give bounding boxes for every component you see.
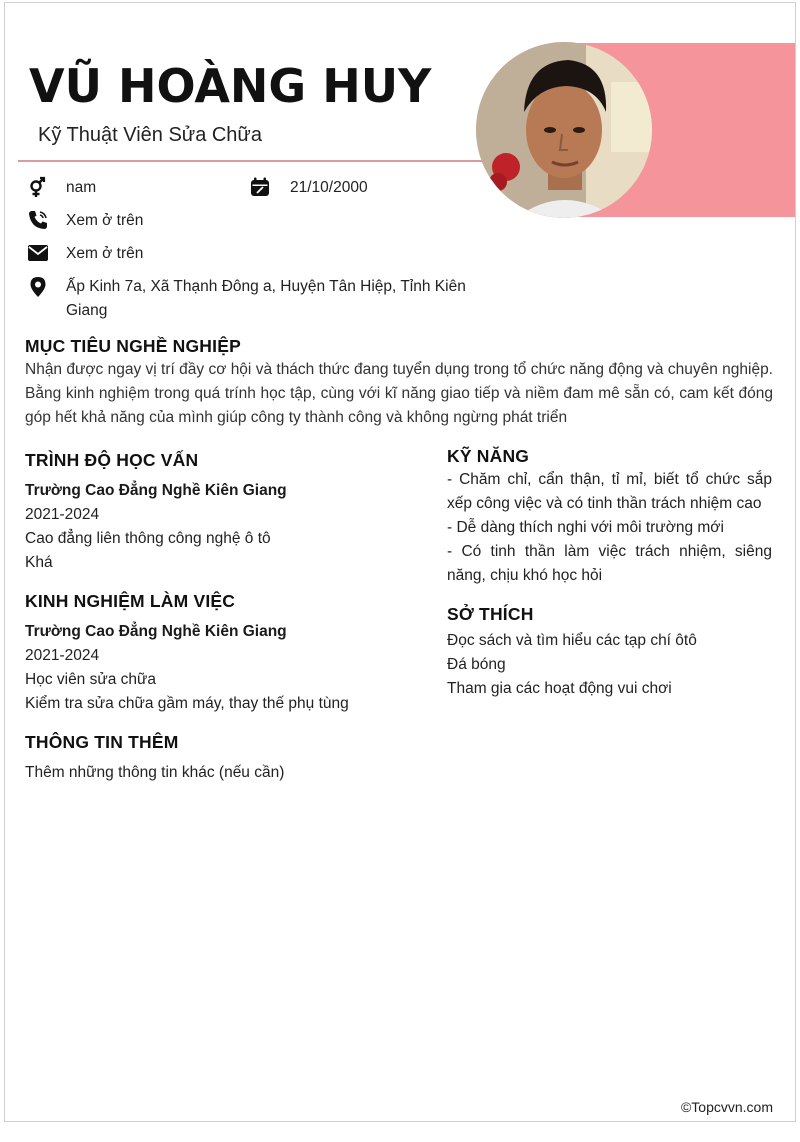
candidate-name: VŨ HOÀNG HUY [29,59,432,113]
header-divider [18,160,484,162]
phone-row [27,209,143,233]
email-value: Xem ở trên [66,245,144,262]
hobbies-title: SỞ THÍCH [447,604,534,624]
hobby-item: Đá bóng [447,656,506,673]
hobby-item: Tham gia các hoạt động vui chơi [447,680,672,697]
phone-icon [27,209,49,231]
skill-item: - Có tinh thần làm việc trách nhiệm, siêng năng, chịu khó học hỏi [447,543,772,584]
gender-value: nam [66,179,97,196]
experience-period: 2021-2024 [25,647,100,664]
experience-title: KINH NGHIỆM LÀM VIỆC [25,591,236,611]
skill-item: - Chăm chỉ, cẩn thận, tỉ mỉ, biết tổ chức sắp xếp công việc và có tinh thần trách nhiệm cao [447,471,772,512]
location-icon [27,276,49,298]
address-line-2: Giang [66,302,108,319]
footer-brand: ©Topcvvn.com [680,1099,773,1115]
address-row [27,275,476,323]
skills-title: KỸ NĂNG [447,446,530,466]
cv-page [4,2,796,1122]
job-title: Kỹ Thuật Viên Sửa Chữa [38,124,262,146]
experience-company: Trường Cao Đẳng Nghề Kiên Giang [25,623,287,640]
skills-list [447,468,772,588]
experience-block [25,620,349,716]
education-title: TRÌNH ĐỘ HỌC VẤN [25,450,199,470]
gender-icon [27,176,49,198]
profile-photo [476,42,652,218]
education-period: 2021-2024 [25,506,100,523]
birthday-value: 21/10/2000 [290,179,368,196]
education-block [25,479,287,575]
gender-row [27,176,96,200]
email-icon [27,242,49,264]
hobbies-list [447,629,697,701]
additional-block [25,761,284,785]
birthday-row [249,176,368,200]
phone-value: Xem ở trên [66,212,144,229]
experience-description: Kiểm tra sửa chữa gầm máy, thay thế phụ tùng [25,695,349,712]
education-school: Trường Cao Đẳng Nghề Kiên Giang [25,482,287,499]
address-line-1: Ấp Kinh 7a, Xã Thạnh Đông a, Huyện Tân Hiệp, Tỉnh Kiên [66,278,466,295]
email-row [27,242,143,266]
hobby-item: Đọc sách và tìm hiểu các tạp chí ôtô [447,632,697,649]
skill-item: - Dễ dàng thích nghi với môi trường mới [447,519,724,536]
objective-title: MỤC TIÊU NGHỀ NGHIỆP [25,336,241,356]
calendar-icon [249,176,271,198]
education-grade: Khá [25,554,53,571]
experience-position: Học viên sửa chữa [25,671,157,688]
additional-title: THÔNG TIN THÊM [25,732,179,752]
education-major: Cao đẳng liên thông công nghệ ô tô [25,530,271,547]
objective-text: Nhận được ngay vị trí đầy cơ hội và thách thức đang tuyển dụng trong tổ chức năng động và chuyên nghiệp. Bằng kinh nghiệm trong quá trính học tập, cùng với kĩ năng giao tiếp và niềm đam mê sẵn có, cam kết đóng góp hết khả năng của mình giúp công ty thành công và không ngừng phát triển [25,361,773,426]
additional-text: Thêm những thông tin khác (nếu cần) [25,764,285,781]
